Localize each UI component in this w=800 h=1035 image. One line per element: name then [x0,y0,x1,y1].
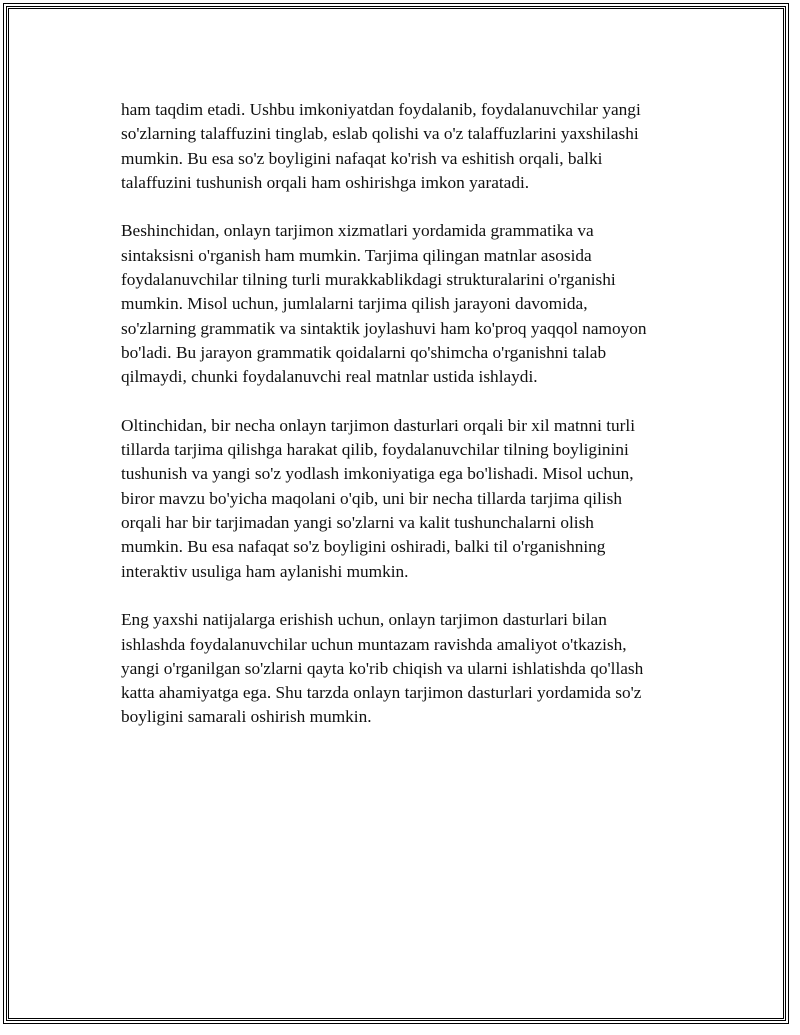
paragraph-3: Oltinchidan, bir necha onlayn tarjimon dasturlari orqali bir xil matnni turli tillarda tarjima qilishga harakat qilib, foydalanuvchilar tilning boyliginini tushunish va yangi so'z yodlash imkoniyatiga ega bo'lishadi. Misol uchun, biror mavzu bo'yicha maqolani o'qib, uni bir necha tillarda tarjima qilish orqali har bir tarjimadan yangi so'zlarni va kalit tushunchalarni olish mumkin. Bu esa nafaqat so'z boyligini oshiradi, balki til o'rganishning interaktiv usuliga ham aylanishi mumkin. [121,415,635,581]
paragraph-1: ham taqdim etadi. Ushbu imkoniyatdan foydalanib, foydalanuvchilar yangi so'zlarning talaffuzini tinglab, eslab qolishi va o'z talaffuzlarini yaxshilashi mumkin. Bu esa so'z boyligini nafaqat ko'rish va eshitish orqali, balki talaffuzini tushunish orqali ham oshirishga imkon yaratadi. [121,100,641,192]
document-page [3,3,789,1024]
paragraph-4: Eng yaxshi natijalarga erishish uchun, onlayn tarjimon dasturlari bilan ishlashda foydalanuvchilar uchun muntazam ravishda amaliyot o'tkazish, yangi o'rganilgan so'zlarni qayta ko'rib chiqish va ularni ishlatishda qo'llash katta ahamiyatga ega. Shu tarzda onlayn tarjimon dasturlari yordamida so'z boyligini samarali oshirish mumkin. [121,610,644,727]
document-body [121,98,701,754]
paragraph-2: Beshinchidan, onlayn tarjimon xizmatlari yordamida grammatika va sintaksisni o'rganish ham mumkin. Tarjima qilingan matnlar asosida foydalanuvchilar tilning turli murakkablikdagi strukturalarini o'rganishi mumkin. Misol uchun, jumlalarni tarjima qilish jarayoni davomida, so'zlarning grammatik va sintaktik joylashuvi ham ko'proq yaqqol namoyon bo'ladi. Bu jarayon grammatik qoidalarni qo'shimcha o'rganishni talab qilmaydi, chunki foydalanuvchi real matnlar ustida ishlaydi. [121,221,647,387]
